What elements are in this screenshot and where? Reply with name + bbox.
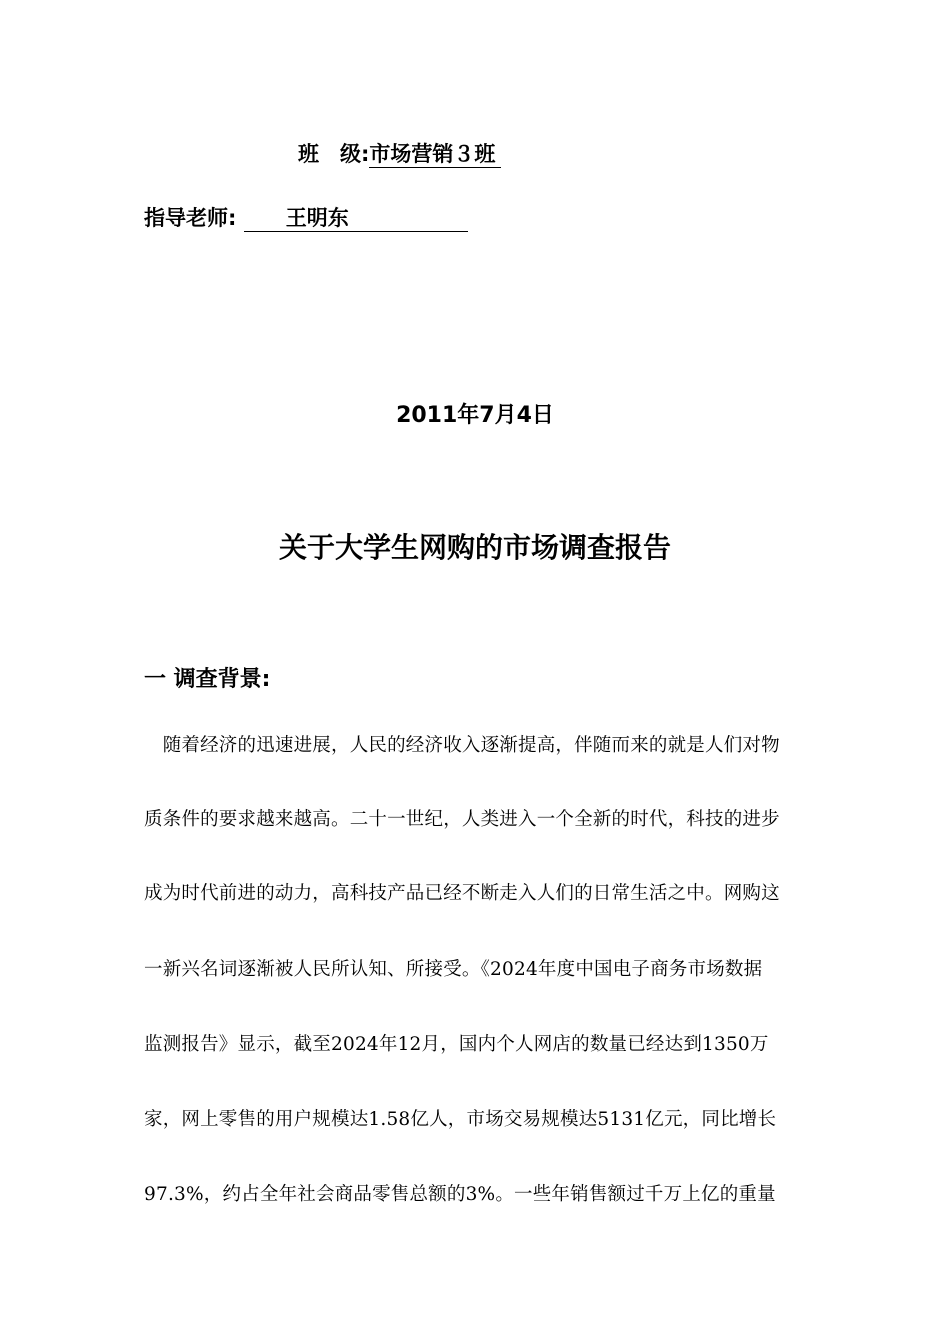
class-value: 市场营销３班 — [369, 141, 501, 168]
paragraph-line: 一新兴名词逐渐被人民所认知、所接受。《2024年度中国电子商务市场数据 — [144, 959, 763, 980]
report-title: 关于大学生网购的市场调查报告 — [278, 531, 671, 564]
advisor-line — [144, 202, 468, 232]
report-date: 2011年7月4日 — [396, 403, 554, 428]
class-line — [298, 138, 501, 168]
paragraph-line: 随着经济的迅速进展，人民的经济收入逐渐提高，伴随而来的就是人们对物 — [144, 735, 780, 756]
paragraph-line: 监测报告》显示，截至2024年12月，国内个人网店的数量已经达到1350万 — [144, 1034, 769, 1055]
advisor-label: 指导老师: — [144, 206, 237, 230]
paragraph-line: 质条件的要求越来越高。二十一世纪，人类进入一个全新的时代，科技的进步 — [144, 809, 780, 830]
paragraph-line: 成为时代前进的动力，高科技产品已经不断走入人们的日常生活之中。网购这 — [144, 883, 780, 904]
section-heading: 一 调查背景: — [144, 667, 271, 692]
advisor-value: 王明东 — [244, 205, 468, 232]
class-label: 班 级: — [298, 142, 370, 166]
paragraph-line: 家，网上零售的用户规模达1.58亿人，市场交易规模达5131亿元，同比增长 — [144, 1109, 777, 1130]
paragraph-line: 97.3%，约占全年社会商品零售总额的3%。一些年销售额过千万上亿的重量 — [144, 1184, 776, 1205]
